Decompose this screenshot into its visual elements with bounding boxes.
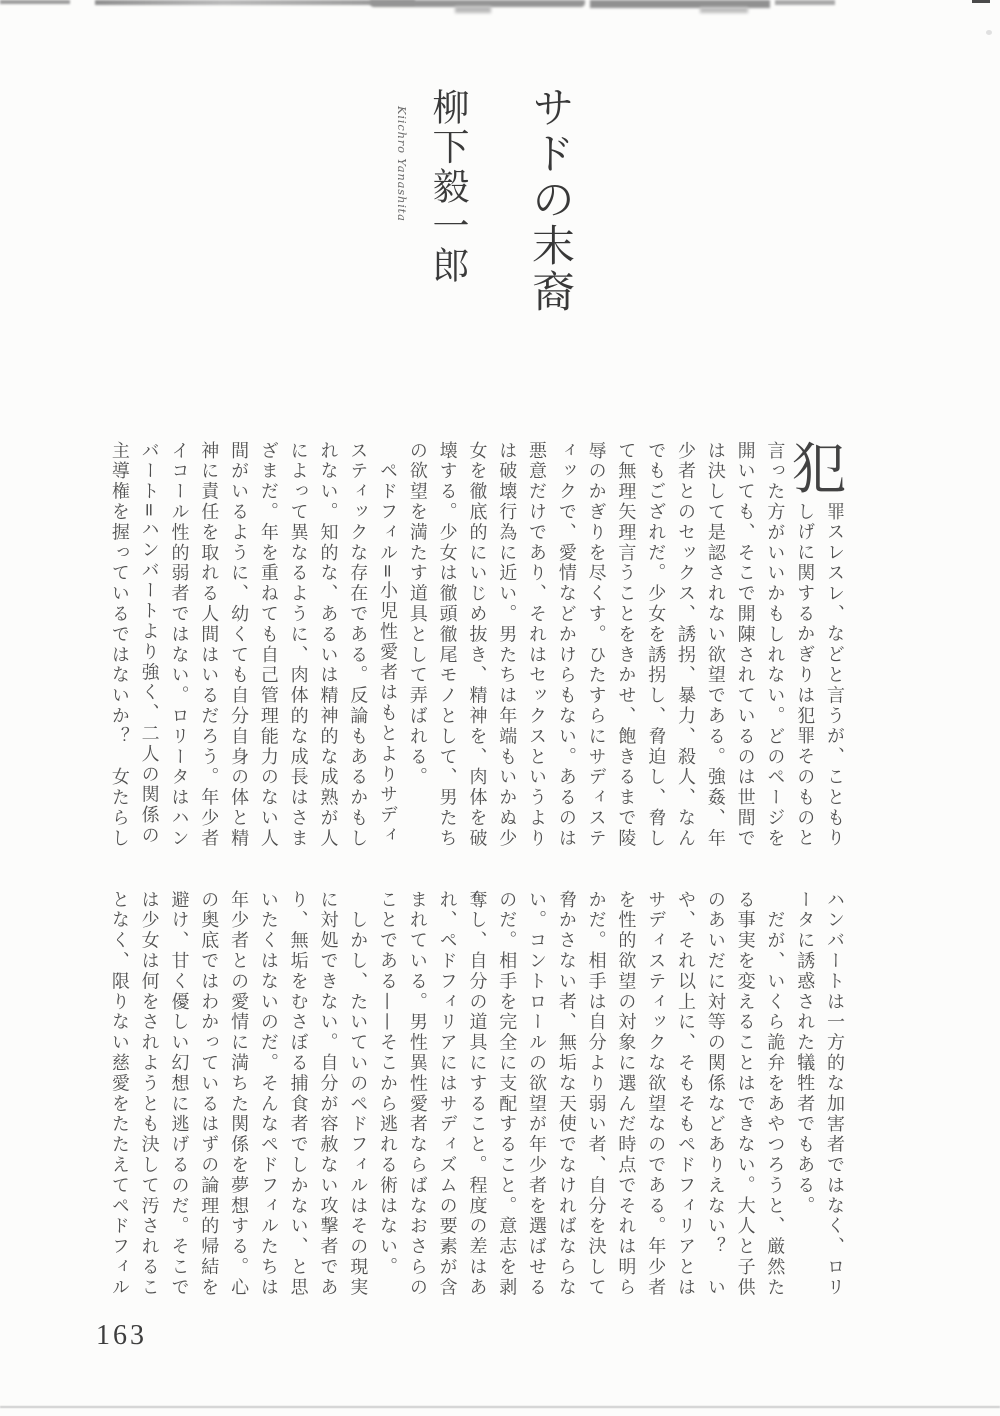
text-column: は少女は何をされようとも決して汚されるこ <box>138 890 160 1298</box>
text-column: 言った方がいいかもしれない。どのページを <box>764 441 786 849</box>
text-column: しかし、たいていのペドフィルはその現実 <box>347 890 369 1298</box>
text-column: 主導権を握っているではないか？ 女たらし <box>108 441 130 849</box>
text-column: は決して是認されない欲望である。強姦、年 <box>704 441 726 849</box>
scan-artifact-speck <box>986 30 992 35</box>
author-name-romanized: Kiichro Yanashita <box>395 106 409 222</box>
scan-artifact-top-left <box>0 0 70 4</box>
text-column: り、無垢をむさぼる捕食者でしかない、と思 <box>287 890 309 1298</box>
text-column: 年少者との愛情に満ちた関係を夢想する。心 <box>228 890 250 1298</box>
text-column: 開いても、そこで開陳されているのは世間で <box>734 441 756 849</box>
text-column: を性的欲望の対象に選んだ時点でそれは明ら <box>615 890 637 1298</box>
text-column: 壊する。少女は徹頭徹尾モノとして、男たち <box>436 441 458 849</box>
text-column: 罪スレスレ、などと言うが、こともり <box>824 502 845 849</box>
scan-artifact-smudge <box>455 6 491 13</box>
text-column: い。コントロールの欲望が年少者を選ばせる <box>526 890 548 1298</box>
text-column: 神に責任を取れる人間はいるだろう。年少者 <box>198 441 220 849</box>
text-column: や、それ以上に、そもそもペドフィリアとは <box>675 890 697 1298</box>
scan-artifact-bottom-edge <box>0 1406 1000 1408</box>
text-column: のだ。相手を完全に支配すること。意志を剥 <box>496 890 518 1298</box>
text-column: て無理矢理言うことをきかせ、飽きるまで陵 <box>615 441 637 849</box>
text-column: に対処できない。自分が容赦ない攻撃者であ <box>317 890 339 1298</box>
text-column: 脅かさない者、無垢な天使でなければならな <box>555 890 577 1298</box>
text-column: いたくはないのだ。そんなペドフィルたちは <box>257 890 279 1298</box>
text-column: となく、限りない慈愛をたたえてペドフィル <box>108 890 130 1298</box>
text-column: ハンバートは一方的な加害者ではなく、ロリ <box>824 890 845 1298</box>
text-column: イコール性的弱者ではない。ロリータはハン <box>168 441 190 849</box>
text-column: ータに誘惑された犠牲者でもある。 <box>794 890 816 1217</box>
text-column: 奪し、自分の道具にすること。程度の差はあ <box>466 890 488 1298</box>
scan-artifact-top-band <box>775 0 835 5</box>
text-column: かだ。相手は自分より弱い者、自分を決して <box>585 890 607 1298</box>
drop-cap: 犯 <box>791 437 847 501</box>
text-column: れ、ペドフィリアにはサディズムの要素が含 <box>436 890 458 1298</box>
author-name: 柳下毅一郎 <box>426 88 469 286</box>
text-column: は破壊行為に近い。男たちは年端もいかぬ少 <box>496 441 518 849</box>
page-number: 163 <box>96 1320 147 1351</box>
text-column: 避け、甘く優しい幻想に逃げるのだ。そこで <box>168 890 190 1298</box>
text-column: スティックな存在である。反論もあるかもし <box>347 441 369 849</box>
text-column: によって異なるように、肉体的な成長はさま <box>287 441 309 849</box>
scan-artifact-smudge <box>700 7 748 13</box>
scan-artifact-top-right-dash <box>972 0 990 3</box>
article-lower-block <box>104 890 849 1298</box>
article-upper-block <box>104 437 849 849</box>
text-column: る事実を変えることはできない。大人と子供 <box>734 890 756 1298</box>
text-column: 間がいるように、幼くても自分自身の体と精 <box>228 441 250 849</box>
text-column: 少者とのセックス、誘拐、暴力、殺人、なん <box>675 441 697 849</box>
page-title: サドの末裔 <box>525 85 575 315</box>
text-column: しげに関するかぎりは犯罪そのものと <box>794 502 816 849</box>
text-column: 女を徹底的にいじめ抜き、精神を、肉体を破 <box>466 441 488 849</box>
text-column: でもござれだ。少女を誘拐し、脅迫し、脅し <box>645 441 667 849</box>
text-column: ペドフィル=小児性愛者はもとよりサディ <box>377 441 399 847</box>
text-column: ざまだ。年を重ねても自己管理能力のない人 <box>257 441 279 849</box>
text-column: ことである——そこから逃れる術はない。 <box>377 890 399 1278</box>
scan-artifact-top-band <box>590 0 770 8</box>
text-column: 悪意だけであり、それはセックスというより <box>526 441 548 849</box>
text-column: バート=ハンバートより強く、二人の関係の <box>138 441 160 847</box>
text-column: れない。知的な、あるいは精神的な成熟が人 <box>317 441 339 849</box>
scan-artifact-top-band <box>370 0 585 7</box>
text-column: サディスティックな欲望なのである。年少者 <box>645 890 667 1298</box>
text-column: のあいだに対等の関係などありえない？ い <box>704 890 726 1298</box>
text-column: 辱のかぎりを尽くす。ひたすらにサディステ <box>585 441 607 849</box>
text-column: の奥底ではわかっているはずの論理的帰結を <box>198 890 220 1298</box>
text-column: ィックで、愛情などかけらもない。あるのは <box>555 441 577 849</box>
text-column: だが、いくら詭弁をあやつろうと、厳然た <box>764 890 786 1298</box>
text-column: の欲望を満たす道具として弄ばれる。 <box>406 441 428 788</box>
scan-artifact-top-band <box>95 0 415 5</box>
text-column: まれている。男性異性愛者ならばなおさらの <box>406 890 428 1298</box>
